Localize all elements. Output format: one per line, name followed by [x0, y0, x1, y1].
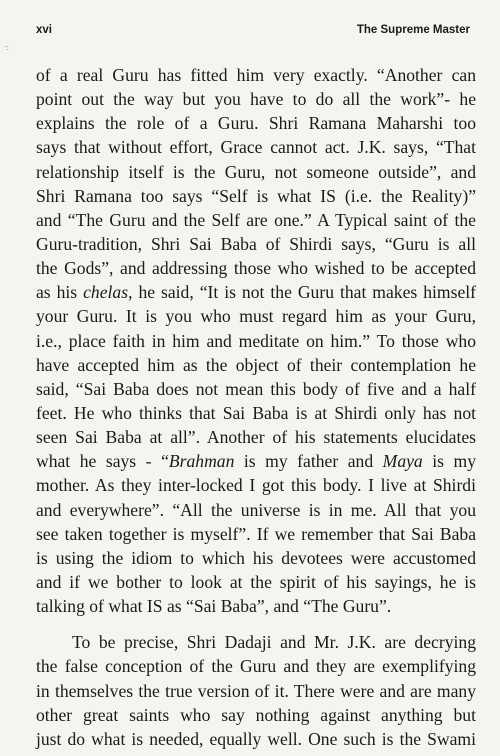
text-line: what he says - “Brahman is my father and Maya is my [36, 451, 477, 472]
page-number: xvi [36, 24, 52, 36]
body-text [36, 63, 476, 751]
text-line: and “The Guru and the Self are one.” A Typical saint of the [36, 209, 476, 230]
text-line: your Guru. It is you who must regard him as your Guru, [36, 306, 476, 327]
text-line: as his chelas, he said, “It is not the Guru that makes himself [36, 282, 476, 303]
text-line: Shri Ramana too says “Self is what IS (i.e. the Reality)” [36, 185, 476, 206]
text-line: says that without effort, Grace cannot act. J.K. says, “That [36, 137, 476, 158]
text-line: Guru-tradition, Shri Sai Baba of Shirdi says, “Guru is all [36, 233, 476, 254]
text-line: the false conception of the Guru and they are exemplifying [36, 656, 476, 677]
text-line: have accepted him as the object of their contemplation he [36, 354, 476, 375]
paragraph-2 [36, 630, 476, 751]
text-line: feet. He who thinks that Sai Baba is at Shirdi only has not [36, 402, 476, 423]
text-line: is using the idiom to which his devotees were accustomed [36, 547, 476, 568]
text-line: talking of what IS as “Sai Baba”, and “The Guru”. [36, 596, 392, 617]
text-line: and everywhere”. “All the universe is in me. All that you [36, 499, 476, 520]
margin-mark: ·: [4, 43, 9, 52]
paragraph-spacer [36, 618, 476, 630]
running-title: The Supreme Master [356, 24, 470, 36]
text-line: see taken together is myself”. If we remember that Sai Baba [36, 523, 476, 544]
paragraph-1 [36, 63, 476, 618]
text-line: said, “Sai Baba does not mean this body of five and a half [36, 378, 476, 399]
text-line: the Gods”, and addressing those who wished to be accepted [36, 258, 476, 279]
text-line: of a real Guru has fitted him very exactly. “Another can [36, 65, 476, 85]
text-line: seen Sai Baba at all”. Another of his statements elucidates [36, 427, 476, 448]
text-line: mother. As they inter-locked I got this body. I live at Shirdi [36, 475, 476, 496]
text-line: explains the role of a Guru. Shri Ramana Maharshi too [36, 113, 476, 134]
text-line: relationship itself is the Guru, not someone outside”, and [36, 161, 476, 182]
text-line: and if we bother to look at the spirit of his sayings, he is [36, 571, 476, 592]
text-line: in themselves the true version of it. There were and are many [36, 680, 476, 701]
text-line: just do what is needed, equally well. One such is the Swami [36, 728, 476, 749]
text-line: To be precise, Shri Dadaji and Mr. J.K. are decrying [72, 632, 476, 653]
text-line: other great saints who say nothing against anything but [36, 704, 476, 725]
page-header [36, 24, 470, 42]
text-line: point out the way but you have to do all the work”- he [36, 89, 476, 110]
text-line: i.e., place faith in him and meditate on him.” To those who [36, 330, 476, 351]
